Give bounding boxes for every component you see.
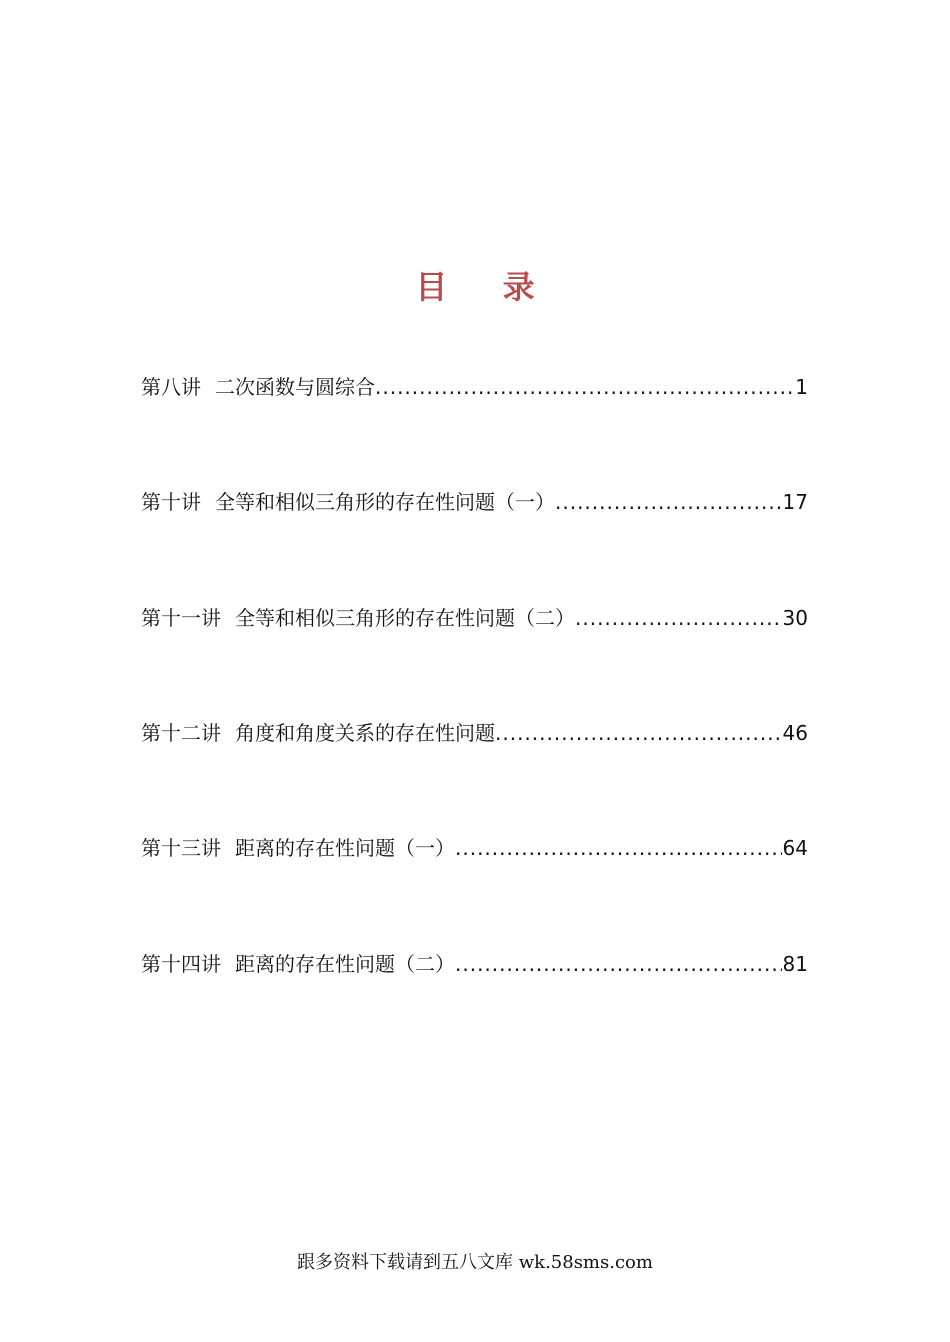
toc-entry[interactable] — [141, 950, 808, 978]
toc-topic: 全等和相似三角形的存在性问题（二） — [235, 606, 575, 630]
toc-topic: 角度和角度关系的存在性问题 — [235, 721, 495, 745]
toc-entry[interactable] — [141, 719, 808, 747]
toc-lecture-number: 第十讲 — [141, 490, 201, 514]
toc-page-number: 1 — [795, 375, 808, 399]
toc-topic: 距离的存在性问题（一） — [235, 836, 455, 860]
toc-page-number: 46 — [782, 721, 808, 745]
toc-entry[interactable] — [141, 488, 808, 516]
toc-lecture-number: 第八讲 — [141, 375, 201, 399]
toc-dot-leader — [375, 373, 794, 401]
toc-dot-leader — [575, 604, 782, 632]
toc-dot-leader — [495, 719, 782, 747]
toc-page-number: 81 — [782, 952, 808, 976]
toc-lecture-number: 第十四讲 — [141, 952, 221, 976]
toc-lecture-number: 第十三讲 — [141, 836, 221, 860]
toc-lecture-number: 第十一讲 — [141, 606, 221, 630]
toc-dot-leader — [455, 950, 782, 978]
toc-page-number: 30 — [782, 606, 808, 630]
toc-entry[interactable] — [141, 604, 808, 632]
toc-topic: 全等和相似三角形的存在性问题（一） — [215, 490, 555, 514]
toc-topic: 距离的存在性问题（二） — [235, 952, 455, 976]
toc-dot-leader — [455, 834, 782, 862]
toc-dot-leader — [555, 488, 782, 516]
toc-entry[interactable] — [141, 834, 808, 862]
toc-lecture-number: 第十二讲 — [141, 721, 221, 745]
toc-page-number: 17 — [782, 490, 808, 514]
footer-note: 跟多资料下载请到五八文库 wk.58sms.com — [297, 1252, 653, 1273]
toc-page-number: 64 — [782, 836, 808, 860]
toc-title: 目 录 — [415, 268, 557, 307]
toc-topic: 二次函数与圆综合 — [215, 375, 375, 399]
toc-entry[interactable] — [141, 373, 808, 401]
